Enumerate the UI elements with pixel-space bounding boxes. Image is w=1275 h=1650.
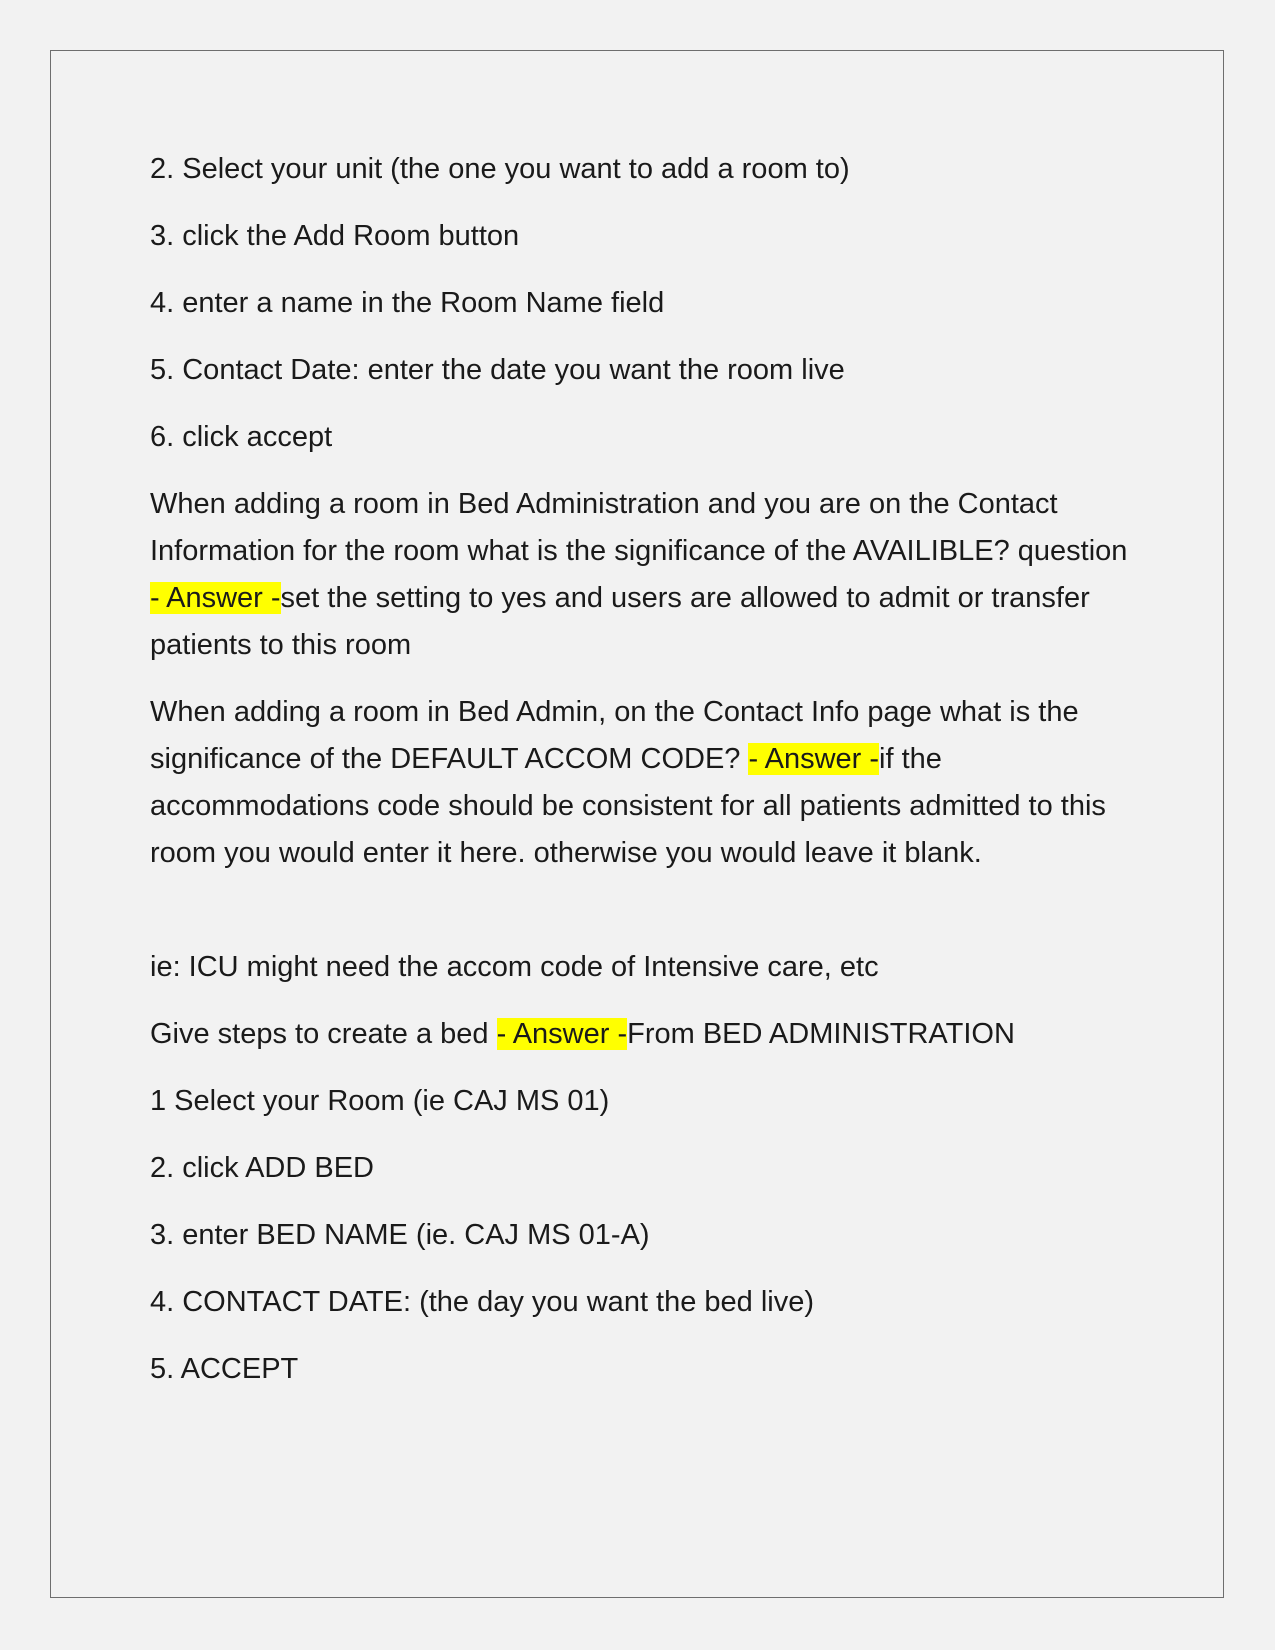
room-step: 6. click accept [150, 421, 333, 453]
bed-step: 5. ACCEPT [150, 1353, 299, 1385]
bed-step: 2. click ADD BED [150, 1152, 374, 1184]
room-step: 3. click the Add Room button [150, 220, 520, 252]
qa-question: When adding a room in Bed Admin, on the Contact Info page what is the significance of the DEFAULT ACCOM CODE? [150, 696, 1079, 775]
qa-answer: set the setting to yes and users are allowed to admit or transfer patients to this room [150, 582, 1090, 661]
answer-marker: - Answer - [748, 743, 880, 775]
bed-step: 4. CONTACT DATE: (the day you want the bed live) [150, 1286, 815, 1318]
room-step: 4. enter a name in the Room Name field [150, 287, 665, 319]
room-step: 2. Select your unit (the one you want to add a room to) [150, 153, 850, 185]
qa-question: When adding a room in Bed Administration and you are on the Contact Information for the room what is the significance of the AVAILIBLE? question [150, 488, 1128, 567]
bed-step: 1 Select your Room (ie CAJ MS 01) [150, 1085, 610, 1117]
room-step: 5. Contact Date: enter the date you want the room live [150, 354, 845, 386]
example-note: ie: ICU might need the accom code of Intensive care, etc [150, 951, 879, 983]
bed-step: 3. enter BED NAME (ie. CAJ MS 01-A) [150, 1219, 650, 1251]
qa-answer: if the accommodations code should be consistent for all patients admitted to this room you would enter it here. otherwise you would leave it blank. [150, 743, 1106, 869]
qa-question: Give steps to create a bed [150, 1018, 497, 1050]
answer-marker: - Answer - [496, 1018, 628, 1050]
qa-answer: From BED ADMINISTRATION [627, 1018, 1015, 1050]
qa-bed-paragraph [150, 1011, 1140, 1058]
qa-available-paragraph [150, 481, 1140, 669]
answer-marker: - Answer - [150, 582, 281, 614]
document-body [150, 146, 1140, 1413]
qa-accom-paragraph [150, 689, 1140, 877]
